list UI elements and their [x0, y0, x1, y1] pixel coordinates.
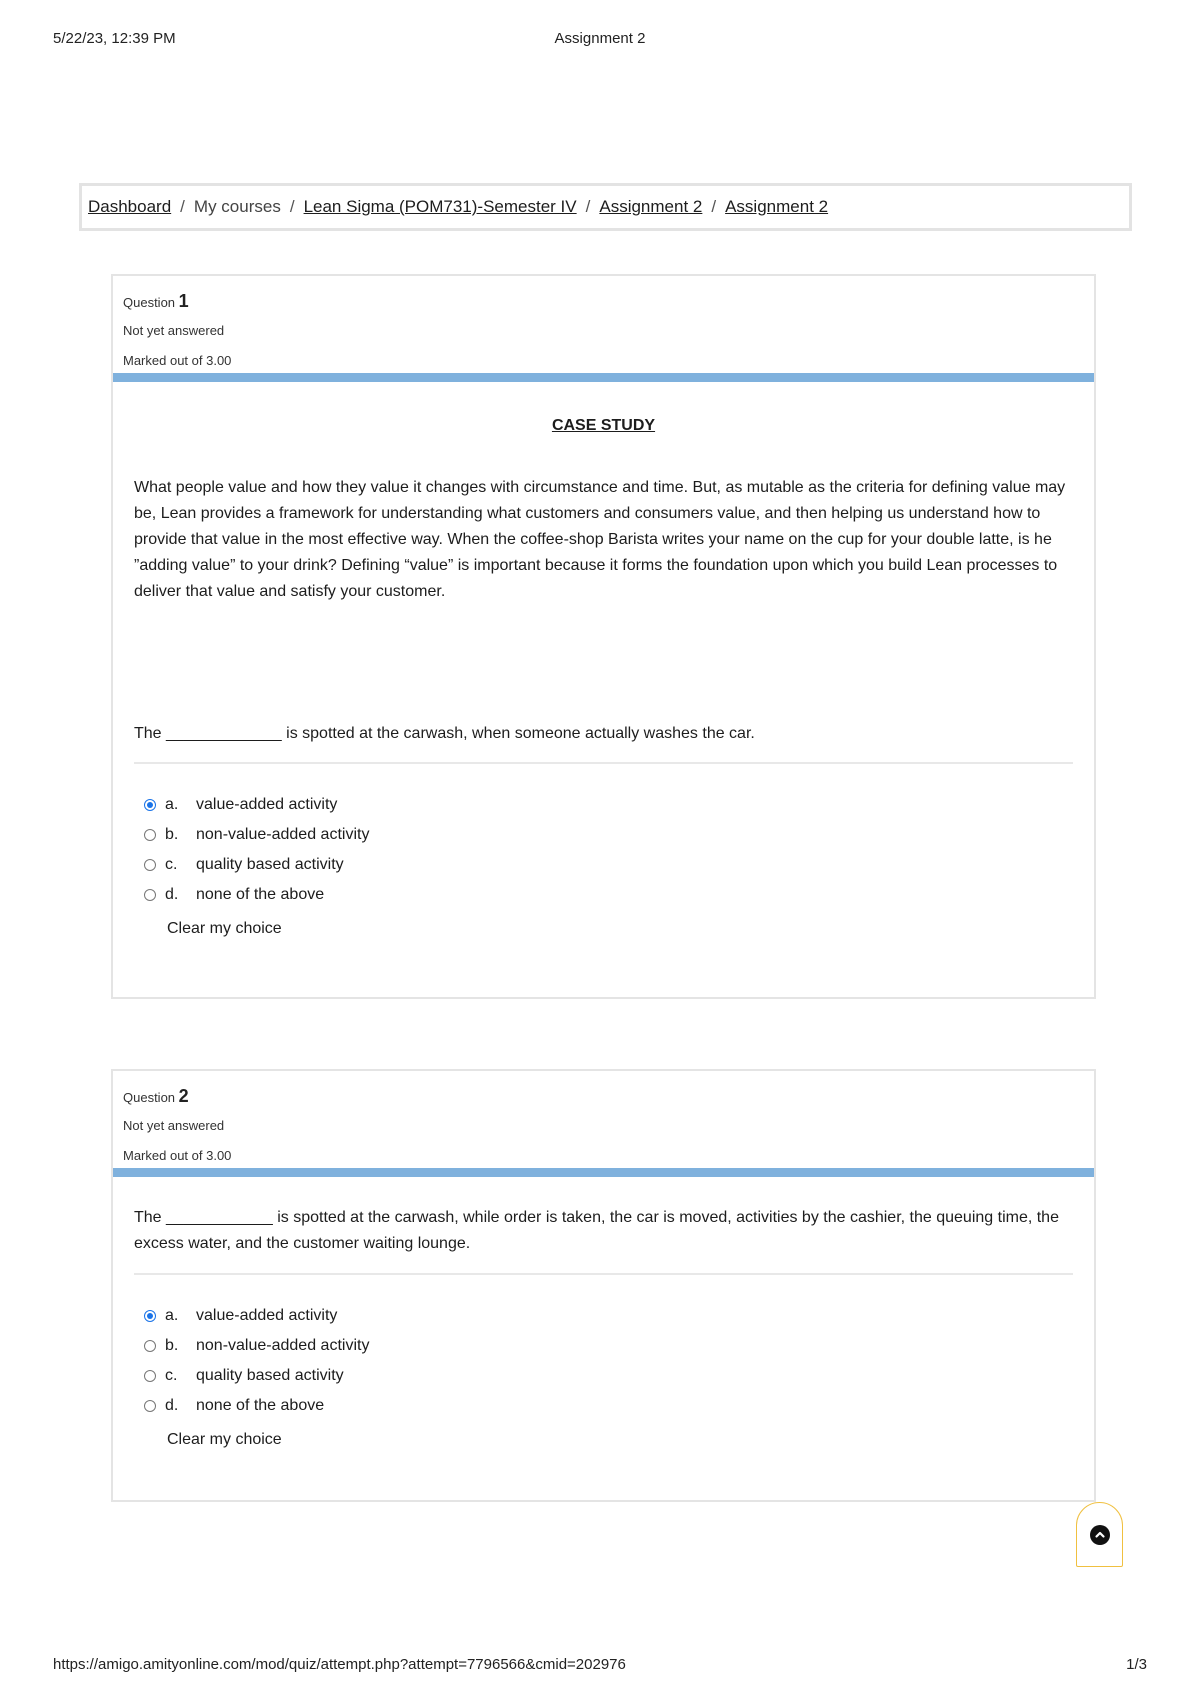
question-status: Not yet answered [123, 323, 225, 338]
question-info [113, 1071, 1094, 1168]
clear-choice-link[interactable]: Clear my choice [167, 1431, 282, 1448]
case-study-title: CASE STUDY [551, 417, 656, 434]
option-text: quality based activity [196, 1367, 344, 1384]
option-letter: b. [165, 826, 179, 843]
answer-option-a[interactable] [134, 1301, 1073, 1331]
radio-button[interactable] [144, 1400, 156, 1412]
breadcrumb-dashboard[interactable]: Dashboard [88, 197, 172, 216]
breadcrumb-course[interactable]: Lean Sigma (POM731)-Semester IV [303, 197, 577, 216]
radio-button[interactable] [144, 829, 156, 841]
question-info [113, 276, 1094, 373]
breadcrumb-assignment-quiz[interactable]: Assignment 2 [725, 197, 829, 216]
print-header [53, 30, 1147, 50]
option-text: non-value-added activity [196, 1337, 370, 1354]
option-text: quality based activity [196, 856, 344, 873]
question-text: The _____________ is spotted at the carwash, when someone actually washes the car. [134, 725, 755, 742]
answer-option-c[interactable] [134, 850, 1073, 880]
question-content [113, 417, 1094, 938]
option-letter: d. [165, 1397, 179, 1414]
radio-button[interactable] [144, 889, 156, 901]
question-2 [111, 1069, 1096, 1502]
page-url: https://amigo.amityonline.com/mod/quiz/attempt.php?attempt=7796566&cmid=202976 [53, 1656, 626, 1673]
breadcrumb [79, 183, 1132, 231]
scroll-to-top-button[interactable] [1076, 1502, 1123, 1567]
question-label: Question [123, 295, 176, 310]
radio-button-checked[interactable] [144, 799, 156, 811]
answer-option-a[interactable] [134, 790, 1073, 820]
question-1 [111, 274, 1096, 999]
option-text: none of the above [196, 1397, 325, 1414]
breadcrumb-separator: / [585, 197, 591, 216]
option-text: value-added activity [196, 1307, 338, 1324]
breadcrumb-assignment-section[interactable]: Assignment 2 [599, 197, 703, 216]
answer-option-c[interactable] [134, 1361, 1073, 1391]
option-letter: d. [165, 886, 179, 903]
breadcrumb-separator: / [711, 197, 717, 216]
chevron-up-circle-icon [1090, 1525, 1110, 1545]
answer-options [134, 1275, 1073, 1449]
option-text: none of the above [196, 886, 325, 903]
option-letter: c. [165, 856, 178, 873]
option-letter: b. [165, 1337, 179, 1354]
answer-option-d[interactable] [134, 880, 1073, 910]
breadcrumb-my-courses: My courses [193, 197, 281, 216]
question-content [113, 1205, 1094, 1449]
option-letter: a. [165, 1307, 179, 1324]
question-accent-bar [113, 373, 1094, 382]
radio-button[interactable] [144, 859, 156, 871]
radio-button[interactable] [144, 1370, 156, 1382]
answer-option-b[interactable] [134, 820, 1073, 850]
breadcrumb-separator: / [180, 197, 185, 216]
print-page-title: Assignment 2 [554, 30, 646, 47]
question-status: Not yet answered [123, 1118, 225, 1133]
question-marks: Marked out of 3.00 [123, 353, 232, 368]
option-letter: a. [165, 796, 179, 813]
answer-options [134, 764, 1073, 938]
question-accent-bar [113, 1168, 1094, 1177]
question-label: Question [123, 1090, 176, 1105]
question-number: 2 [178, 1086, 189, 1106]
question-text: The ____________ is spotted at the carwash, while order is taken, the car is moved, activities by the cashier, the queuing time, the excess water, and the customer waiting lounge. [134, 1209, 1059, 1252]
question-marks: Marked out of 3.00 [123, 1148, 232, 1163]
radio-button-checked[interactable] [144, 1310, 156, 1322]
page-number: 1/3 [1126, 1656, 1147, 1673]
print-footer [53, 1656, 1147, 1676]
answer-option-b[interactable] [134, 1331, 1073, 1361]
radio-button[interactable] [144, 1340, 156, 1352]
case-study-text: What people value and how they value it changes with circumstance and time. But, as mutable as the criteria for defining value may be, Lean provides a framework for understanding what customers and consumers value, and then helping us understand how to provide that value in the most effective way. When the coffee-shop Barista writes your name on the cup for your double latte, is he ”adding value” to your drink? Defining “value” is important because it forms the foundation upon which you build Lean processes to deliver that value and satisfy your customer. [134, 479, 1066, 600]
breadcrumb-separator: / [289, 197, 295, 216]
print-datetime: 5/22/23, 12:39 PM [53, 30, 176, 47]
option-letter: c. [165, 1367, 178, 1384]
clear-choice-link[interactable]: Clear my choice [167, 920, 282, 937]
option-text: value-added activity [196, 796, 338, 813]
question-number: 1 [178, 291, 189, 311]
answer-option-d[interactable] [134, 1391, 1073, 1421]
option-text: non-value-added activity [196, 826, 370, 843]
